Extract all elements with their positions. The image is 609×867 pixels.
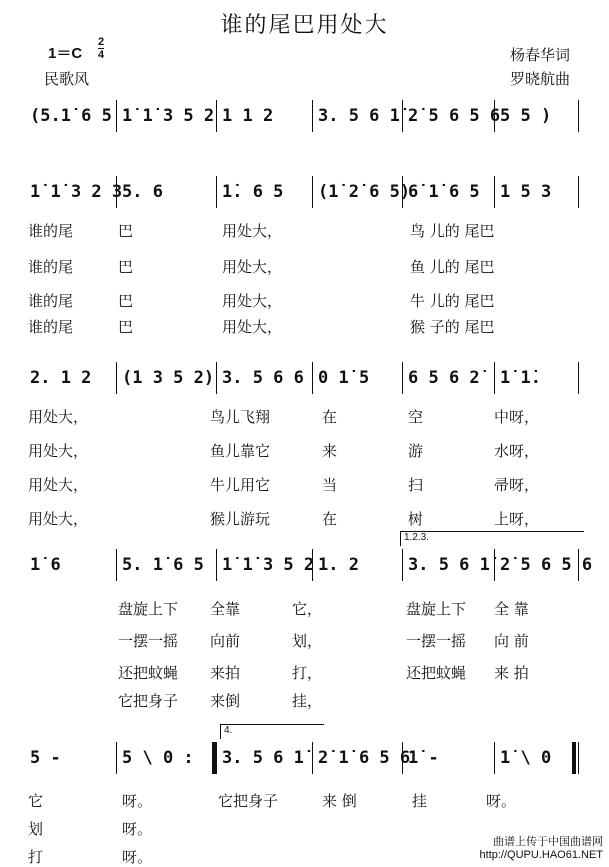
lyric-segment: 它把身子: [218, 792, 279, 810]
lyric-segment: 谁的尾: [28, 222, 74, 240]
barline: [312, 742, 313, 774]
lyric-segment: 还把蚊蝇: [406, 664, 467, 682]
lyric-segment: 树: [408, 510, 424, 528]
barline: [312, 100, 313, 132]
measure-notes: 5 -: [30, 748, 61, 768]
repeat-barline: [212, 742, 216, 774]
measure-notes: 2. 1 2: [30, 368, 92, 388]
lyric-segment: 来 倒: [322, 792, 357, 810]
lyric-segment: 划: [28, 820, 44, 838]
measure-notes: 3. 5 6 1̇: [222, 748, 304, 768]
lyric-segment: 鱼儿靠它: [210, 442, 271, 460]
lyric-segment: 用处大，: [222, 258, 283, 276]
measure-notes: (5.1̇ 6 5: [30, 106, 112, 126]
lyric-segment: 巴: [118, 292, 134, 310]
lyric-segment: 牛 儿的 尾巴: [410, 292, 495, 310]
measure-notes: 1̇ 6: [30, 555, 61, 575]
measure-notes: 1. 2: [318, 555, 359, 575]
measure-notes: 2̇ 5 6 5 6: [408, 106, 501, 126]
measure-notes: 1 5 3: [500, 182, 552, 202]
lyric-segment: 用处大，: [28, 510, 89, 528]
lyric-segment: 扫: [408, 476, 424, 494]
lyric-segment: 来倒: [210, 692, 241, 710]
key-signature: 1＝C: [48, 45, 83, 62]
lyric-segment: 帚呀，: [494, 476, 540, 494]
lyric-segment: 来拍: [210, 664, 241, 682]
lyric-segment: 挂，: [292, 692, 323, 710]
lyric-segment: 呀。: [122, 820, 153, 838]
lyric-segment: 用处大，: [222, 222, 283, 240]
lyric-segment: 呀。: [486, 792, 517, 810]
lyric-segment: 打，: [292, 664, 323, 682]
measure-notes: 1̇ 1̇ 3 5 2: [122, 106, 215, 126]
style-label: 民歌风: [44, 70, 90, 88]
lyric-segment: 它，: [292, 600, 323, 618]
lyric-segment: 中呀，: [494, 408, 540, 426]
measure-notes: 1̇ 1̇ 3 5 2: [222, 555, 315, 575]
lyric-segment: 全 靠: [494, 600, 529, 618]
lyric-segment: 呀。: [122, 848, 153, 866]
measure-notes: 1̇ 1̇.: [500, 368, 541, 388]
lyric-segment: 它: [28, 792, 44, 810]
lyricist-credit: 杨春华词: [510, 46, 571, 64]
volta-bracket: 1.2.3.: [400, 531, 584, 546]
lyric-segment: 全靠: [210, 600, 241, 618]
lyric-segment: 水呀，: [494, 442, 540, 460]
barline: [216, 549, 217, 581]
composer-credit: 罗晓航曲: [510, 70, 571, 88]
volta-bracket: 4.: [220, 724, 324, 739]
measure-notes: 1̇. 6 5: [222, 182, 284, 202]
footer-line-1: 曲谱上传于中国曲谱网: [493, 836, 603, 848]
song-title: 谁的尾巴用处大: [220, 13, 389, 38]
measure-notes: 5. 6: [122, 182, 163, 202]
measure-notes: 6 5 6 2̇: [408, 368, 480, 388]
lyric-segment: 用处大，: [222, 292, 283, 310]
barline: [312, 176, 313, 208]
lyric-segment: 巴: [118, 222, 134, 240]
barline: [312, 362, 313, 394]
lyric-segment: 谁的尾: [28, 318, 74, 336]
lyric-segment: 来 拍: [494, 664, 529, 682]
lyric-segment: 游: [408, 442, 424, 460]
lyric-segment: 用处大，: [28, 476, 89, 494]
lyric-segment: 猴 子的 尾巴: [410, 318, 495, 336]
lyric-segment: 打: [28, 848, 44, 866]
lyric-segment: 它把身子: [118, 692, 179, 710]
measure-notes: 1̇ \ 0: [500, 748, 552, 768]
time-signature: [98, 36, 104, 61]
lyric-segment: 盘旋上下: [406, 600, 467, 618]
measure-notes: 3. 5 6 1̇: [408, 555, 490, 575]
lyric-segment: 向 前: [494, 632, 529, 650]
barline: [216, 362, 217, 394]
lyric-segment: 空: [408, 408, 424, 426]
lyric-segment: 还把蚊蝇: [118, 664, 179, 682]
lyric-segment: 盘旋上下: [118, 600, 179, 618]
measure-notes: 3. 5 6 6: [222, 368, 304, 388]
measure-notes: 3. 5 6 1̇: [318, 106, 400, 126]
lyric-segment: 当: [322, 476, 338, 494]
measure-notes: 1̇ 1̇ 3 2 3: [30, 182, 123, 202]
measure-notes: (1 3 5 2): [122, 368, 215, 388]
lyric-segment: 在: [322, 510, 338, 528]
footer-line-2: http://QUPU.HAO61.NET: [479, 849, 603, 861]
lyric-segment: 在: [322, 408, 338, 426]
lyric-segment: 一摆一摇: [406, 632, 467, 650]
lyric-segment: 巴: [118, 258, 134, 276]
lyric-segment: 牛儿用它: [210, 476, 271, 494]
lyric-segment: 鸟 儿的 尾巴: [410, 222, 495, 240]
lyric-segment: 用处大，: [28, 442, 89, 460]
measure-notes: 2̇ 1̇ 6 5 6: [318, 748, 411, 768]
barline: [216, 100, 217, 132]
meter-top: 2: [98, 36, 105, 48]
lyric-segment: 用处大，: [28, 408, 89, 426]
lyric-segment: 向前: [210, 632, 241, 650]
barline: [216, 176, 217, 208]
barline: [216, 742, 217, 774]
measure-notes: 5. 1̇ 6 5: [122, 555, 204, 575]
lyric-segment: 猴儿游玩: [210, 510, 271, 528]
lyric-segment: 挂: [412, 792, 428, 810]
lyric-segment: 鸟儿飞翔: [210, 408, 271, 426]
lyric-segment: 一摆一摇: [118, 632, 179, 650]
measure-notes: 5 5 ): [500, 106, 552, 126]
lyric-segment: 巴: [118, 318, 134, 336]
measure-notes: 2̇ 5 6 5 6: [500, 555, 593, 575]
measure-notes: 6̇ 1̇ 6 5: [408, 182, 480, 202]
meter-bottom: 4: [98, 49, 105, 61]
source-footer: [480, 836, 603, 862]
lyric-segment: 呀。: [122, 792, 153, 810]
lyric-segment: 鱼 儿的 尾巴: [410, 258, 495, 276]
measure-notes: (1̇ 2̇ 6 5): [318, 182, 411, 202]
lyric-segment: 谁的尾: [28, 292, 74, 310]
lyric-segment: 上呀，: [494, 510, 540, 528]
lyric-segment: 谁的尾: [28, 258, 74, 276]
lyric-segment: 用处大，: [222, 318, 283, 336]
measure-notes: 1̇ -: [408, 748, 439, 768]
measure-notes: 5 \ 0 :: [122, 748, 194, 768]
measure-notes: 1 1 2: [222, 106, 274, 126]
measure-notes: 0 1̇ 5: [318, 368, 370, 388]
lyric-segment: 划，: [292, 632, 323, 650]
lyric-segment: 来: [322, 442, 338, 460]
